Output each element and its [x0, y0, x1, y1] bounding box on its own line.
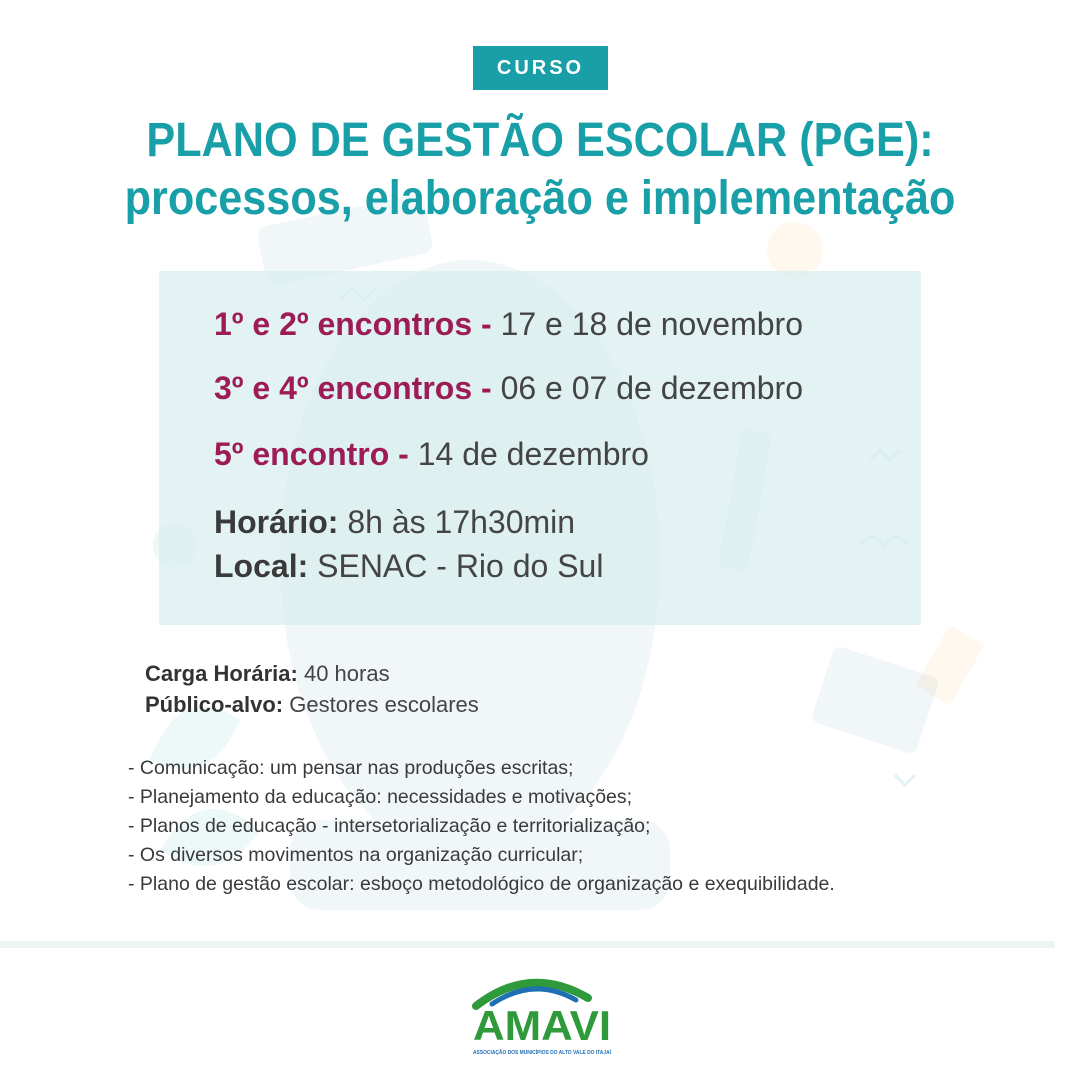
time-label: Horário:	[214, 504, 339, 540]
title-line-1: PLANO DE GESTÃO ESCOLAR (PGE):	[146, 114, 934, 167]
title-line-2: processos, elaboração e implementação	[124, 172, 956, 225]
course-title	[54, 112, 1026, 228]
list-item: - Planos de educação - intersetorialização e territorialização;	[128, 815, 651, 837]
schedule-row-2	[214, 370, 803, 407]
target-audience	[145, 692, 479, 718]
amavi-logo	[470, 968, 615, 1060]
audience-label: Público-alvo:	[145, 692, 284, 717]
schedule-value: 14 de dezembro	[408, 436, 649, 472]
list-item: - Os diversos movimentos na organização curricular;	[128, 844, 584, 866]
course-tag: CURSO	[473, 46, 608, 90]
location-label: Local:	[214, 548, 309, 584]
schedule-label: 1º e 2º encontros -	[214, 306, 492, 342]
schedule-location	[214, 548, 603, 585]
footer-divider	[0, 941, 1055, 948]
list-item: - Planejamento da educação: necessidades e motivações;	[128, 786, 633, 808]
schedule-label: 3º e 4º encontros -	[214, 370, 492, 406]
logo-subtitle: ASSOCIAÇÃO DOS MUNICÍPIOS DO ALTO VALE DO ITAJAÍ	[473, 1050, 614, 1056]
workload-value: 40 horas	[297, 661, 390, 686]
logo-wordmark: AMAVI	[473, 1002, 611, 1049]
location-value: SENAC - Rio do Sul	[308, 548, 604, 584]
list-item: - Comunicação: um pensar nas produções escritas;	[128, 757, 574, 779]
list-item: - Plano de gestão escolar: esboço metodológico de organização e exequibilidade.	[128, 873, 835, 895]
workload-label: Carga Horária:	[145, 661, 298, 686]
schedule-value: 17 e 18 de novembro	[491, 306, 803, 342]
topics-list	[128, 754, 835, 899]
schedule-row-1	[214, 306, 803, 343]
time-value: 8h às 17h30min	[338, 504, 576, 540]
audience-value: Gestores escolares	[283, 692, 479, 717]
schedule-row-3	[214, 436, 649, 473]
schedule-label: 5º encontro -	[214, 436, 409, 472]
schedule-time	[214, 504, 575, 541]
schedule-value: 06 e 07 de dezembro	[491, 370, 803, 406]
workload	[145, 661, 390, 687]
